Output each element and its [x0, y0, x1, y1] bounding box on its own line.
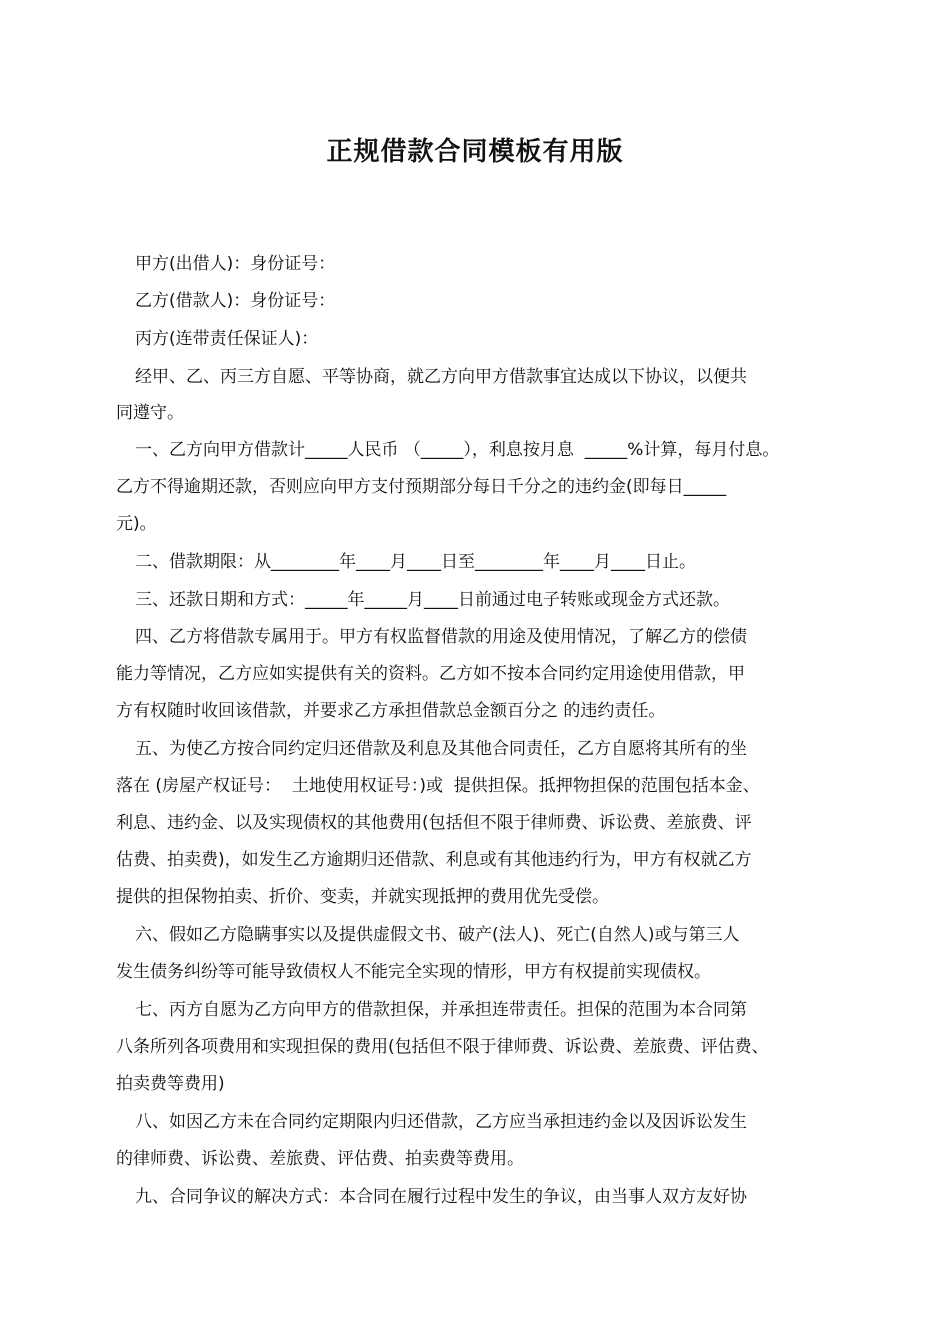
clause-5-line: 五、为使乙方按合同约定归还借款及利息及其他合同责任，乙方自愿将其所有的坐 — [135, 739, 747, 759]
clause-1-line: 一、乙方向甲方借款计_____人民币 （_____），利息按月息 _____%计算，每月付息。 — [135, 440, 780, 460]
party-b-line: 乙方(借款人)：身份证号： — [135, 291, 336, 311]
clause-4-line: 四、乙方将借款专属用于。甲方有权监督借款的用途及使用情况，了解乙方的偿债 — [135, 627, 747, 647]
clause-5-line: 落在 (房屋产权证号： 土地使用权证号：)或 提供担保。抵押物担保的范围包括本金、 — [116, 776, 760, 796]
clause-8-line: 的律师费、诉讼费、差旅费、评估费、拍卖费等费用。 — [116, 1149, 524, 1169]
clause-5-line: 提供的担保物拍卖、折价、变卖，并就实现抵押的费用优先受偿。 — [116, 887, 609, 907]
clause-2-line: 二、借款期限：从________年____月____日至________年____月____日止。 — [135, 552, 696, 572]
clause-7-line: 七、丙方自愿为乙方向甲方的借款担保，并承担连带责任。担保的范围为本合同第 — [135, 1000, 747, 1020]
clause-7-line: 拍卖费等费用) — [116, 1074, 225, 1094]
clause-7-line: 八条所列各项费用和实现担保的费用(包括但不限于律师费、诉讼费、差旅费、评估费、 — [116, 1037, 769, 1057]
clause-8-line: 八、如因乙方未在合同约定期限内归还借款，乙方应当承担违约金以及因诉讼发生 — [135, 1112, 747, 1132]
clause-6-line: 六、假如乙方隐瞒事实以及提供虚假文书、破产(法人)、死亡(自然人)或与第三人 — [135, 925, 740, 945]
clause-1-line: 元)。 — [116, 514, 157, 534]
party-c-line: 丙方(连带责任保证人)： — [135, 329, 319, 349]
clause-3-line: 三、还款日期和方式：_____年_____月____日前通过电子转账或现金方式还款。 — [135, 590, 730, 610]
preamble-line: 同遵守。 — [116, 403, 184, 423]
clause-9-line: 九、合同争议的解决方式：本合同在履行过程中发生的争议，由当事人双方友好协 — [135, 1187, 747, 1207]
clause-5-line: 估费、拍卖费)，如发生乙方逾期归还借款、利息或有其他违约行为，甲方有权就乙方 — [116, 850, 752, 870]
preamble-line: 经甲、乙、丙三方自愿、平等协商，就乙方向甲方借款事宜达成以下协议，以便共 — [135, 367, 747, 387]
clause-4-line: 方有权随时收回该借款，并要求乙方承担借款总金额百分之 的违约责任。 — [116, 701, 666, 721]
clause-4-line: 能力等情况，乙方应如实提供有关的资料。乙方如不按本合同约定用途使用借款，甲 — [116, 664, 745, 684]
clause-6-line: 发生债务纠纷等可能导致债权人不能完全实现的情形，甲方有权提前实现债权。 — [116, 962, 711, 982]
clause-5-line: 利息、违约金、以及实现债权的其他费用(包括但不限于律师费、诉讼费、差旅费、评 — [116, 813, 752, 833]
document-title: 正规借款合同模板有用版 — [326, 137, 624, 167]
clause-1-line: 乙方不得逾期还款，否则应向甲方支付预期部分每日千分之的违约金(即每日_____ — [116, 477, 727, 497]
party-a-line: 甲方(出借人)：身份证号： — [135, 254, 336, 274]
